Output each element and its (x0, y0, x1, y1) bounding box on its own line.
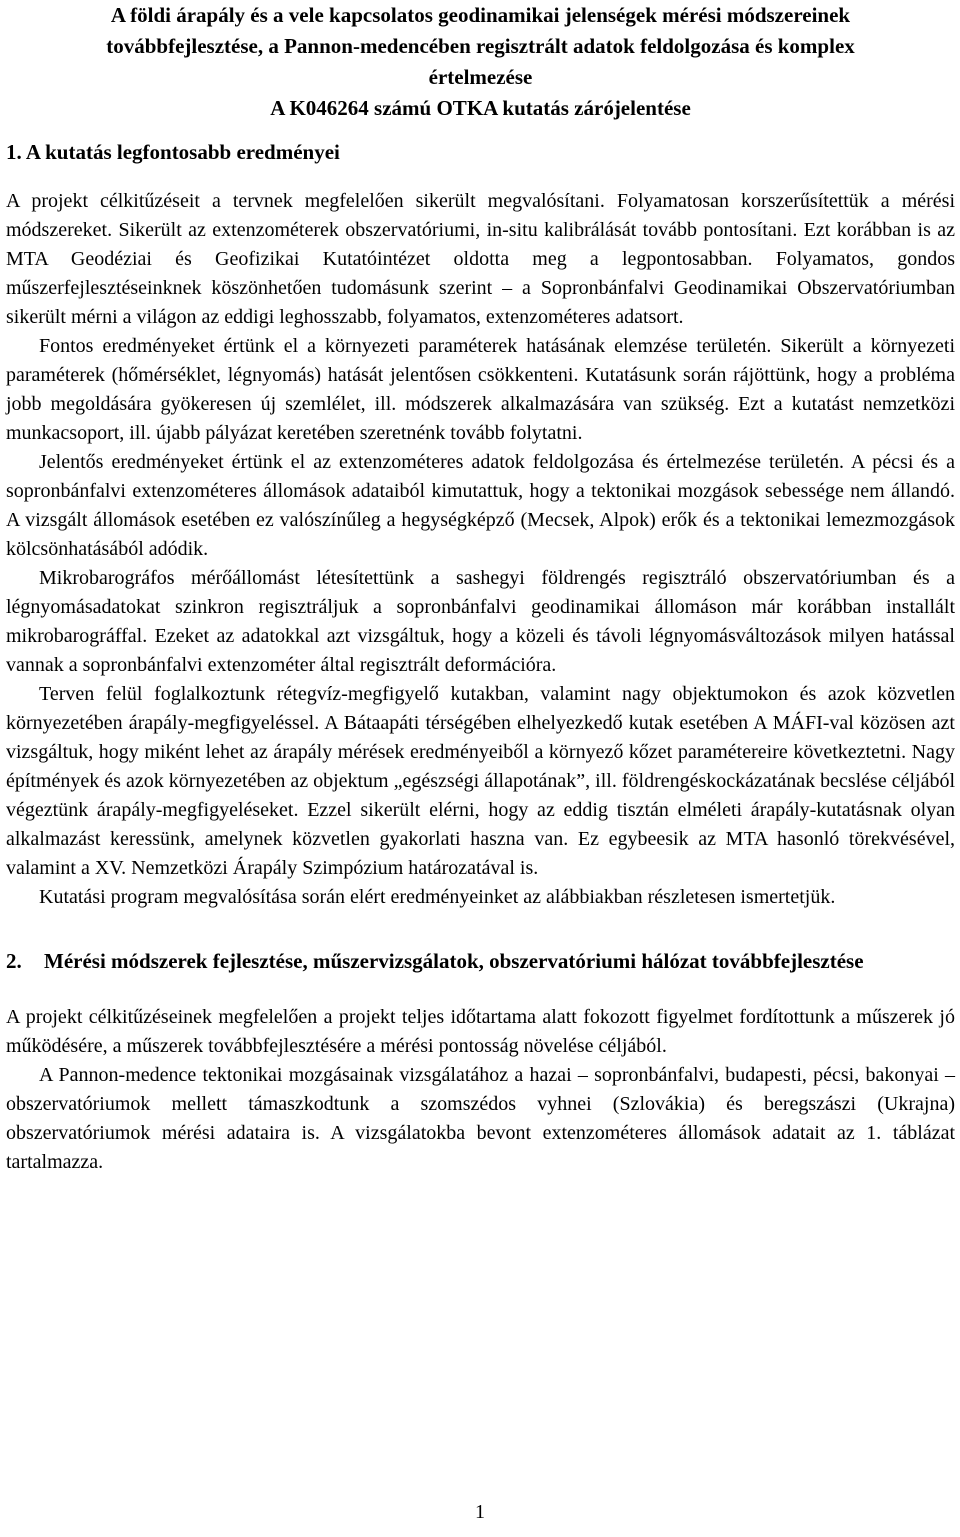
paragraph: Fontos eredményeket értünk el a környezeti paraméterek hatásának elemzése területén. Sikerült a környezeti paraméterek (hőmérséklet, légnyomás) hatását jelentősen csökkenteni. Kutatásunk során rájöttünk, hogy a probléma jobb megoldására gyökeresen új szemlélet, ill. módszerek alkalmazására van szükség. Ezt a kutatást nemzetközi munkacsoport, ill. újabb pályázat keretében szeretnénk tovább folytatni. (6, 335, 955, 444)
document-page (6, 0, 955, 1177)
title-line: értelmezése (428, 65, 533, 89)
page-number: 1 (475, 1501, 485, 1523)
title-line: továbbfejlesztése, a Pannon-medencében regisztrált adatok feldolgozása és komplex (106, 34, 855, 58)
section-title: Mérési módszerek fejlesztése, műszervizsgálatok, obszervatóriumi hálózat továbbfejlesztése (44, 949, 864, 973)
paragraph: A projekt célkitűzéseinek megfelelően a projekt teljes időtartama alatt fokozott figyelmet fordítottunk a műszerek jó működésére, a műszerek továbbfejlesztésére a mérési pontosság növelése céljából. (6, 1006, 955, 1057)
paragraph: Jelentős eredményeket értünk el az extenzométeres adatok feldolgozása és értelmezése területén. A pécsi és a sopronbánfalvi extenzométeres állomások adataiból kimutattuk, hogy a tektonikai mozgások sebessége nem állandó. A vizsgált állomások esetében ez valószínűleg a hegységképző (Mecsek, Alpok) erők és a tektonikai lemezmozgások kölcsönhatásából adódik. (6, 451, 955, 560)
section-2-heading (6, 947, 955, 976)
section-number: 2. (6, 949, 22, 973)
section-1-heading: 1. A kutatás legfontosabb eredményei (6, 140, 340, 164)
paragraph: Mikrobarográfos mérőállomást létesítettünk a sashegyi földrengés regisztráló obszervatóriumban és a légnyomásadatokat szinkron regisztráljuk a sopronbánfalvi geodinamikai állomáson már korábban installált mikrobarográffal. Ezeket az adatokkal azt vizsgáltuk, hogy a közeli és távoli légnyomásváltozások milyen hatással vannak a sopronbánfalvi extenzométer által regisztrált deformációra. (6, 567, 955, 676)
paragraph: Kutatási program megvalósítása során elért eredményeinket az alábbiakban részletesen ismertetjük. (39, 886, 836, 908)
paragraph: A Pannon-medence tektonikai mozgásainak vizsgálatához a hazai – sopronbánfalvi, budapesti, pécsi, bakonyai – obszervatóriumok mellett támaszkodtunk a szomszédos vyhnei (Szlovákia) és beregszászi (Ukrajna) obszervatóriumok mérési adataira is. A vizsgálatokba bevont extenzométeres állomások adatait az 1. táblázat tartalmazza. (6, 1064, 955, 1173)
document-title (6, 0, 955, 124)
title-line: A földi árapály és a vele kapcsolatos geodinamikai jelenségek mérési módszereinek (110, 3, 851, 27)
paragraph: A projekt célkitűzéseit a tervnek megfelelően sikerült megvalósítani. Folyamatosan korszerűsítettük a mérési módszereket. Sikerült az extenzométerek obszervatóriumi, in-situ kalibrálását tovább pontosítani. Ezt korábban is az MTA Geodéziai és Geofizikai Kutatóintézet oldotta meg a legpontosabban. Folyamatos, gondos műszerfejlesztéseinknek köszönhetően tudomásunk szerint – a Sopronbánfalvi Geodinamikai Obszervatóriumban sikerült mérni a világon az eddigi leghosszabb, folyamatos, extenzométeres adatsort. (6, 190, 955, 328)
paragraph: Terven felül foglalkoztunk rétegvíz-megfigyelő kutakban, valamint nagy objektumokon és azok közvetlen környezetében árapály-megfigyeléssel. A Bátaapáti térségében elhelyezkedő kutak esetében A MÁFI-val közösen azt vizsgáltuk, hogy miként lehet az árapály mérések eredményeiből a környező kőzet paramétereire következtetni. Nagy építmények és azok környezetében az objektum „egészségi állapotának”, ill. földrengéskockázatának becslése céljából végeztünk árapály-megfigyeléseket. Ezzel sikerült elérni, hogy az eddig tisztán elméleti árapály-kutatásnak olyan alkalmazást keressünk, amelynek közvetlen gyakorlati haszna van. Ez egybeesik az MTA hasonló törekvésével, valamint a XV. Nemzetközi Árapály Szimpózium határozatával is. (6, 683, 956, 879)
report-subtitle: A K046264 számú OTKA kutatás zárójelentése (270, 96, 691, 120)
